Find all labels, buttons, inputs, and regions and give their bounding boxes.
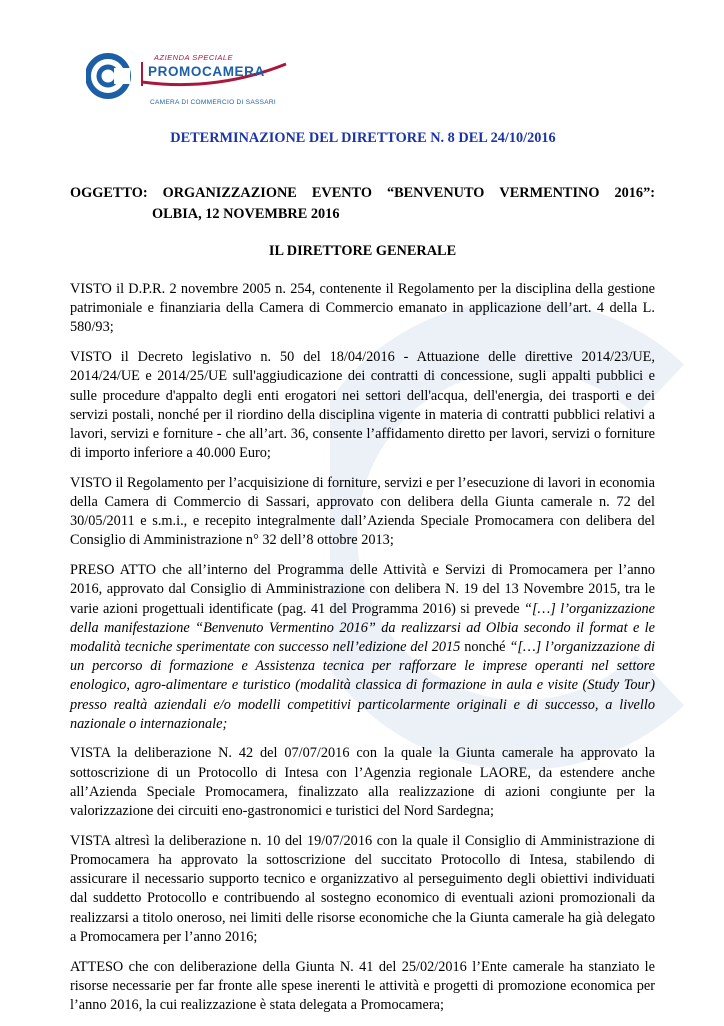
paragraph-text: nonché xyxy=(460,638,510,655)
subject-word: ORGANIZZAZIONE xyxy=(162,185,297,201)
subject-word: EVENTO xyxy=(311,185,372,201)
paragraph: VISTO il D.P.R. 2 novembre 2005 n. 254, contenente il Regolamento per la disciplina della gestione patrimoniale e finanziaria della Camera di Commercio emanato in applicazione dell’art. 4 della L. 580/93; xyxy=(70,281,655,336)
subject-word: VERMENTINO xyxy=(499,185,600,201)
subject-label: OGGETTO: xyxy=(70,185,148,201)
subject-line-1 xyxy=(70,183,655,204)
quote-text: “[…] l’organizzazione della manifestazione “Benvenuto Vermentino 2016” da realizzarsi ad Olbia secondo il format e le modalità tecniche sperimentate con successo nell’edizione del 2015 xyxy=(70,600,656,655)
paragraph: VISTA altresì la deliberazione n. 10 del 19/07/2016 con la quale il Consiglio di Amministrazione di Promocamera ha approvato la sottoscrizione del succitato Protocollo di Intesa, stabilendo di assicurare il necessario supporto tecnico e organizzativo al perseguimento degli obiettivi individuati dal suddetto Protocollo e contribuendo al sostegno economico di eventuali azioni promozionali da realizzarsi a titolo oneroso, nei limiti delle risorse economiche che la Giunta camerale ha già delegato a Promocamera per l’anno 2016; xyxy=(70,832,655,945)
quote-text: “[…] l’organizzazione di un percorso di formazione e Assistenza tecnica per rafforzare le imprese operanti nel settore enologico, agro-alimentare e turistico (modalità classica di formazione in aula e visite (Study Tour) presso realtà aziendali e/o modelli competitivi particolarmente originali e di successo, a livello nazionale o internazionale; xyxy=(70,638,655,732)
logo-sub-text: CAMERA DI COMMERCIO DI SASSARI xyxy=(150,99,277,106)
paragraph: VISTO il Regolamento per l’acquisizione di forniture, servizi e per l’esecuzione di lavori in economia della Camera di Commercio di Sassari, approvato con delibera della Giunta camerale n. 72 del 30/05/2011 e s.m.i., e recepito integralmente dall’Azienda Speciale Promocamera con delibera del Consiglio di Amministrazione n° 32 dell’8 ottobre 2013; xyxy=(70,474,655,549)
logo-main-text: PROMOCAMERA xyxy=(148,64,265,79)
paragraph: VISTA la deliberazione N. 42 del 07/07/2016 con la quale la Giunta camerale ha approvato la sottoscrizione di un Protocollo di Intesa con l’Agenzia regionale LAORE, da estendere anche all’Azienda Speciale Promocamera, finalizzato alla realizzazione di azioni congiunte per la valorizzazione dei circuiti eno-gastronomici e turistici del Nord Sardegna; xyxy=(70,745,655,820)
director-heading: IL DIRETTORE GENERALE xyxy=(268,243,457,259)
determination-title: DETERMINAZIONE DEL DIRETTORE N. 8 DEL 24/10/2016 xyxy=(170,130,556,146)
subject-line-2: OLBIA, 12 NOVEMBRE 2016 xyxy=(152,206,340,222)
logo-top-text: AZIENDA SPECIALE xyxy=(154,53,233,62)
paragraph: ATTESO che con deliberazione della Giunta N. 41 del 25/02/2016 l’Ente camerale ha stanziato le risorse necessarie per far fronte alle spese inerenti le attività e progetti di promozione economica per l’anno 2016, la cui realizzazione è stata delegata a Promocamera; xyxy=(70,958,655,1013)
subject-word: “BENVENUTO xyxy=(386,185,485,201)
subject-word: 2016”: xyxy=(614,185,655,201)
document-body xyxy=(70,280,655,1026)
subject-block xyxy=(70,183,655,225)
paragraph: VISTO il Decreto legislativo n. 50 del 18/04/2016 - Attuazione delle direttive 2014/23/UE, 2014/24/UE e 2014/25/UE sull'aggiudicazione dei contratti di concessione, sugli appalti pubblici e sulle procedure d'appalto degli enti erogatori nei settori dell'acqua, dell'energia, dei trasporti e dei servizi postali, nonché per il riordino della disciplina vigente in materia di contratti pubblici relativi a lavori, servizi e forniture - che all’art. 36, consente l’affidamento diretto per lavori, servizi o forniture di importo inferiore a 40.000 Euro; xyxy=(70,349,655,462)
promocamera-logo xyxy=(86,44,296,114)
paragraph-text: PRESO ATTO che all’interno del Programma delle Attività e Servizi di Promocamera per l’anno 2016, approvato dal Consiglio di Amministrazione con delibera N. 19 del 13 Novembre 2015, tra le varie azioni progettuali identificate (pag. 41 del Programma 2016) si prevede xyxy=(70,562,655,617)
paragraph xyxy=(70,561,655,734)
